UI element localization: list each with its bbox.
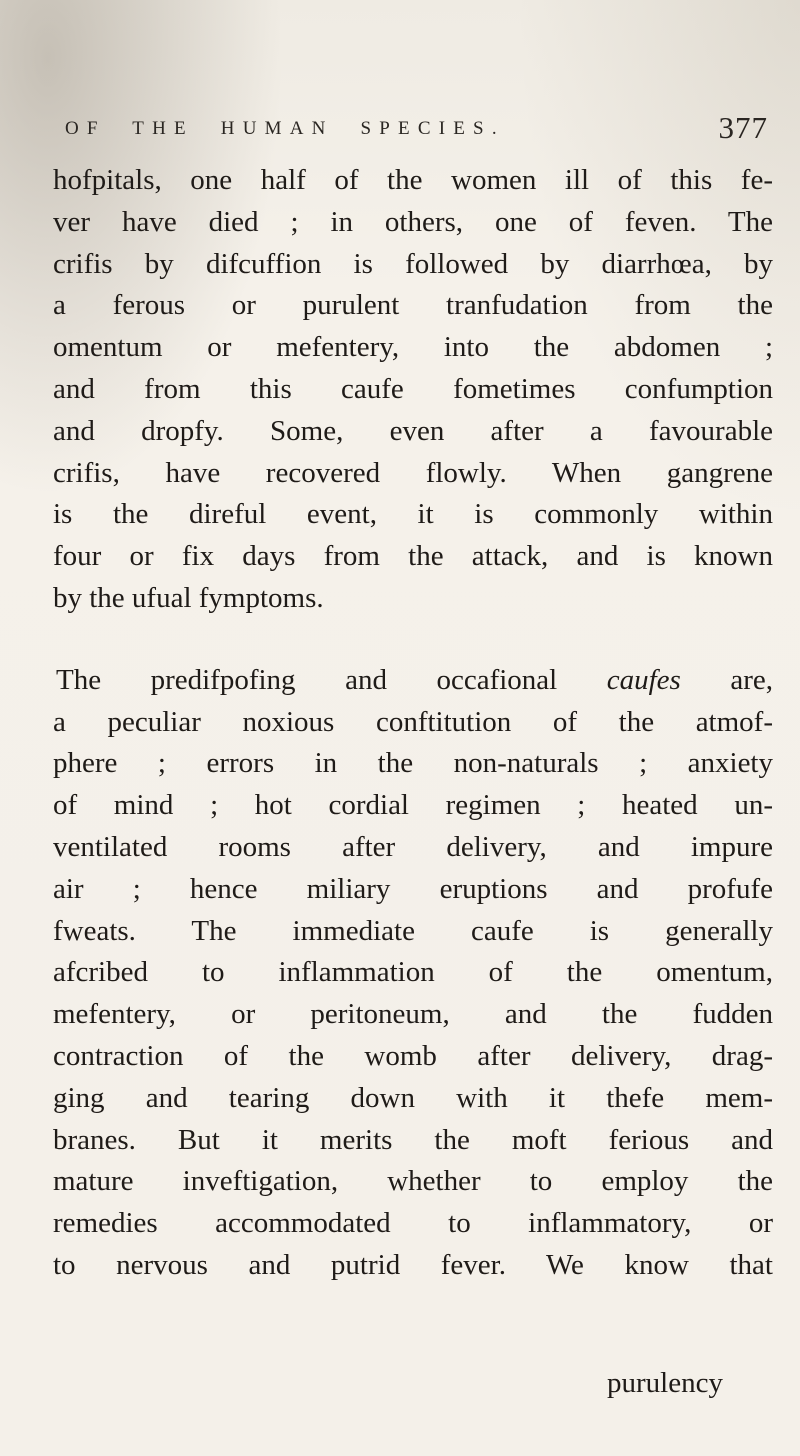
page-number: 377 (718, 110, 768, 145)
running-title: OF THE HUMAN SPECIES. (65, 118, 505, 139)
text-line: a peculiar noxious conftitution of the atmof- (53, 705, 773, 738)
text-line: afcribed to inflammation of the omentum, (53, 956, 773, 989)
text-line: by the ufual fymptoms. (53, 581, 324, 614)
text-line: a ferous or purulent tranfudation from the (53, 289, 773, 322)
text-line: mefentery, or peritoneum, and the fudden (53, 998, 773, 1031)
text-line: is the direful event, it is commonly within (53, 498, 773, 531)
text-line: contraction of the womb after delivery, drag- (53, 1039, 773, 1072)
body-text (53, 160, 773, 1287)
text-line (53, 660, 773, 702)
paragraph-1 (53, 160, 773, 620)
text-line: ver have died ; in others, one of feven. The (53, 205, 773, 238)
text-line: and from this caufe fometimes confumption (53, 372, 773, 405)
text-line: branes. But it merits the moft ferious and (53, 1123, 773, 1156)
text-line: of mind ; hot cordial regimen ; heated un- (53, 789, 773, 822)
text-line: crifis by difcuffion is followed by diarrhœa, by (53, 247, 773, 280)
text-line: crifis, have recovered flowly. When gangrene (53, 456, 773, 489)
paragraph-2 (53, 660, 773, 1287)
text-line: mature inveftigation, whether to employ the (53, 1165, 773, 1198)
text-line: fweats. The immediate caufe is generally (53, 914, 773, 947)
text-line: hofpitals, one half of the women ill of this fe- (53, 164, 773, 196)
text-line: remedies accommodated to inflammatory, or (53, 1207, 773, 1240)
text-line: air ; hence miliary eruptions and profufe (53, 872, 773, 905)
text-line: and dropfy. Some, even after a favourable (53, 414, 773, 447)
text-line: four or fix days from the attack, and is known (53, 540, 773, 573)
text-line: phere ; errors in the non-naturals ; anxiety (53, 747, 773, 780)
running-head (65, 108, 770, 152)
text-line: omentum or mefentery, into the abdomen ; (53, 331, 773, 364)
text-run: are, (680, 663, 773, 696)
paragraph-gap (53, 620, 773, 660)
catchword: purulency (607, 1367, 723, 1399)
text-line: ventilated rooms after delivery, and impure (53, 830, 773, 863)
text-line: to nervous and putrid fever. We know that (53, 1248, 773, 1281)
text-run: The predifpofing and occafional (56, 663, 607, 696)
text-line: ging and tearing down with it thefe mem- (53, 1081, 773, 1114)
italic-word: caufes (606, 663, 681, 696)
